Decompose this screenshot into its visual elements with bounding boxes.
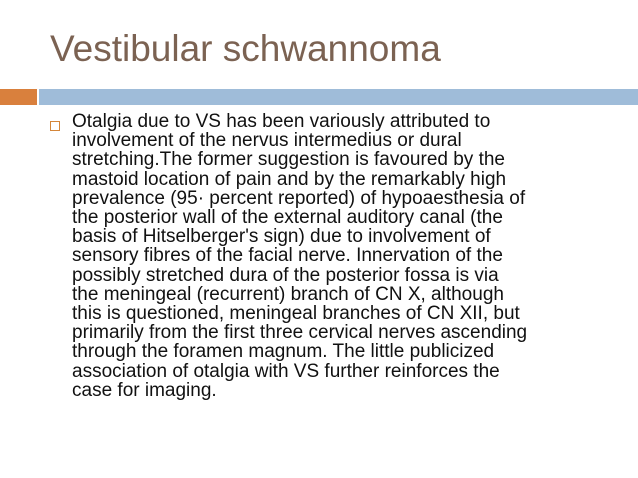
paragraph-line: basis of Hitselberger's sign) due to involvement of: [72, 226, 491, 248]
paragraph-line: the meningeal (recurrent) branch of CN X, although: [72, 283, 504, 305]
paragraph-line: association of otalgia with VS further reinforces the: [72, 360, 500, 382]
bullet-paragraph: [72, 112, 612, 400]
paragraph-line: possibly stretched dura of the posterior fossa is via: [72, 264, 499, 286]
slide-title: Vestibular schwannoma: [50, 28, 441, 69]
paragraph-line: this is questioned, meningeal branches of CN XII, but: [72, 303, 520, 325]
paragraph-line: case for imaging.: [72, 379, 217, 401]
title-accent-bar-orange: [0, 89, 37, 105]
title-accent-bar-blue: [39, 89, 638, 105]
paragraph-line: Otalgia due to VS has been variously attributed to: [72, 111, 491, 132]
paragraph-line: primarily from the first three cervical nerves ascending: [72, 322, 528, 344]
paragraph-line: stretching.The former suggestion is favoured by the: [72, 149, 506, 171]
paragraph-line: mastoid location of pain and by the remarkably high: [72, 168, 507, 190]
paragraph-line: sensory fibres of the facial nerve. Innervation of the: [72, 245, 503, 267]
paragraph-line: prevalence (95· percent reported) of hypoaesthesia of: [72, 187, 526, 209]
paragraph-line: involvement of the nervus intermedius or dural: [72, 130, 462, 152]
paragraph-line: the posterior wall of the external auditory canal (the: [72, 207, 503, 229]
bullet-square-icon: [50, 121, 60, 131]
paragraph-line: through the foramen magnum. The little publicized: [72, 341, 495, 363]
